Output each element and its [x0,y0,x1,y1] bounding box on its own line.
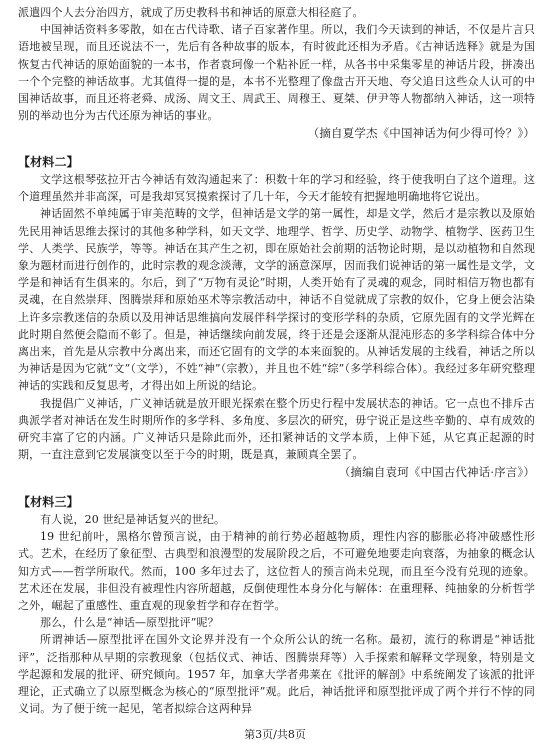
material-two-heading: 【材料二】 [18,155,79,169]
continued-line: 派遣四个人去分治四方，就成了历史教科书和神话的原意大相径庭了。 [18,6,364,19]
material-three-paragraph-4: 所谓神话—原型批评在国外文论界并没有一个众所公认的统一名称。最初，流行的称谓是“神话批评”，泛指那种从早期的宗教现象（包括仪式、神话、图腾崇拜等）入手探索和解释文学现象，特别是文学起源和发展的批评、研究倾向。1957 年，加拿大学者弗莱在《批评的解剖》中系统阐发了该派的批评理论，正式确立了以原型概念为核心的“原型批评”观。此后，神话批评和原型批评成了两个并行不悖的同义词。为了便于统一起见，笔者拟综合这两种异 [18,633,535,716]
material-one-paragraph: 中国神话资料多零散，如在古代诗歌、诸子百家著作里。所以，我们今天读到的神话，不仅是片言只语地被呈现，而且还说法不一，先后有各种故事的版本，有时彼此还相为矛盾。《古神话选释》就是为国恢复古代神话的原始面貌的一本书，作者袁珂像一个粘补匠一样，从各书中采集零星的神话片段，拼凑出一个个完整的神话故事。尤其值得一提的是，本书不光整理了像盘古开天地、夸父追日这些众人认可的中国神话故事，而且还将老舜、成汤、周文王、周武王、周穆王、夏桀、伊尹等人物都纳入神话，这一项特别的举动也分为古代还原为神话的事业。 [18,23,535,123]
material-one [18,4,535,142]
material-three [18,493,535,717]
material-one-source: （摘自夏学杰《中国神话为何少得可怜？》） [307,126,535,141]
material-two-paragraph-2: 神话固然不单纯属于审美范畴的文学，但神话是文学的第一属性，却是文学，然后才是宗教以及原始先民用神话思维去探讨的其他多种学科，如天文学、地理学、哲学、历史学、动物学、植物学、医药卫生学、人类学、民族学，等等。神话在其产生之初，即在原始社会前期的活物论时期，是以动植物和自然现象为题材而进行创作的，此时宗教的观念淡薄，文学的涵意深厚，因而我们说神话的第一属性是文学，文学是和神话有生俱来的。尔后，到了“万物有灵论”时期，人类开始有了灵魂的观念，同时相信万物也都有灵魂，在自然崇拜、图腾崇拜和原始巫术等宗教活动中，神话不自觉就成了宗教的奴仆，它身上便会沾染上许多宗教迷信的杂质以及用神话思维搞向发展伴科学探讨的变形学科的杂质，它原先固有的文学光辉在此时期自然便会隐而不彰了。但是，神话继续向前发展，终于还是会逐渐从混沌形态的多学科综合体中分离出来，首先是从宗教中分离出来，而还它固有的文学的本来面貌的。从神话发展的主线看，神话之所以为神话是因为它就“文”（文学），不姓“神”（宗教），并且也不姓“综”（多学科综合体）。我经过多年研究整理神话的实践和反复思考，才得出如上所说的结论。 [18,207,535,393]
page-number: 第3页/共8页 [244,728,306,741]
material-three-paragraph-2: 19 世纪前叶，黑格尔曾预言说，由于精神的前行势必超越物质，理性内容的膨胀必将冲破感性形式。艺术，在经历了象征型、古典型和浪漫型的发展阶段之后，不可避免地要走向衰落，为抽象的概念认知方式——哲学所取代。然而，100 多年过去了，这位哲人的预言尚未兑现，而且至今没有兑现的迹象。艺术还在发展，非但没有被理性内容所超越，反倒使理性本身分化与解体：在重理释、纯抽象的分析哲学之外，崛起了重感性、重直观的现象哲学和存在哲学。 [18,530,535,613]
material-two-paragraph-3: 我提倡广义神话，广义神话就是放开眼光探索在整个历史行程中发展状态的神话。它一点也不排斥古典派学者对神话在发生时期所作的多学科、多角度、多层次的研究，毋宁说正是这些辛勤的、卓有成效的研究丰富了它的内涵。广义神话只是除此而外，还扣紧神话的文学本质，上伸下延，从它真正起源的时期，一直注意到它发展演变以至于今的时期，既是真，兼顾真全罢了。 [18,396,535,462]
material-two-source: （摘编自袁珂《中国古代神话·序言》） [338,465,535,480]
material-three-heading: 【材料三】 [18,495,79,509]
material-two [18,153,535,481]
material-three-paragraph-1: 有人说，20 世纪是神话复兴的世纪。 [40,513,226,526]
material-three-paragraph-3: 那么，什么是“神话—原型批评”呢？ [40,616,219,630]
material-two-paragraph-1: 文学这根琴弦拉开古今神话有效沟通起来了：积数十年的学习和经验，终于使我明白了这个道理。这个道理虽然并非高深，可是我却冥冥摸索探讨了几十年，今天才能较有把握地明确地将它说出。 [18,173,535,204]
